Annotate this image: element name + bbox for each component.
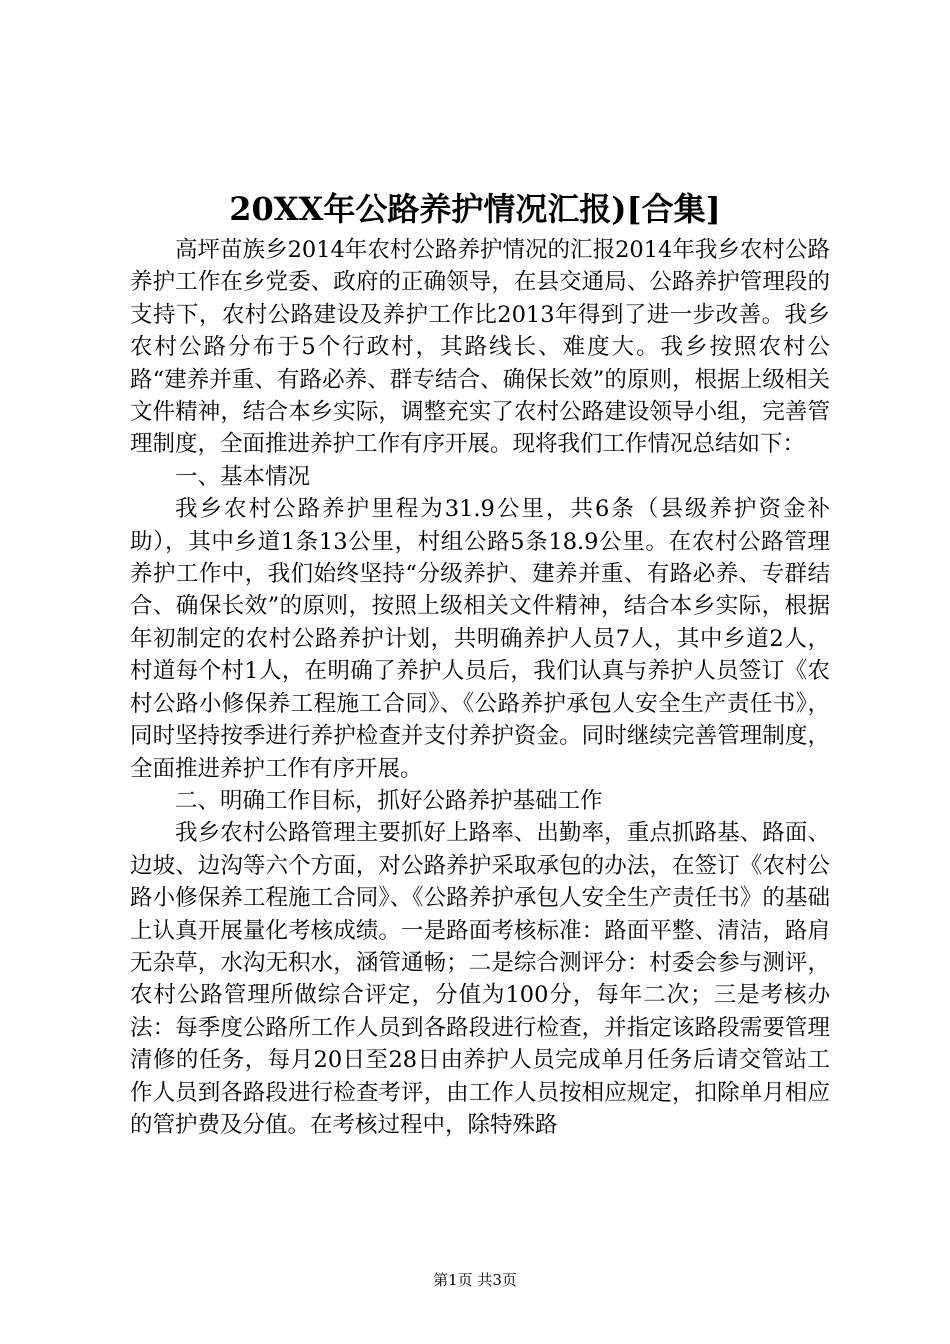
paragraph-goals: 我乡农村公路管理主要抓好上路率、出勤率，重点抓路基、路面、边坡、边沟等六个方面，对公路养护采取承包的办法，在签订《农村公路小修保养工程施工合同》、《公路养护承包人安全生产责任书》的基础上认真开展量化考核成绩。一是路面考核标准：路面平整、清洁，路肩无杂草，水沟无积水，涵管通畅；二是综合测评分：村委会参与测评，农村公路管理所做综合评定，分值为100分，每年二次；三是考核办法：每季度公路所工作人员到各路段进行检查，并指定该路段需要管理清修的任务，每月20日至28日由养护人员完成单月任务后请交管站工作人员到各路段进行检查考评，由工作人员按相应规定，扣除单月相应的管护费及分值。在考核过程中，除特殊路: [130, 820, 830, 1138]
page-footer: 第1页 共3页: [433, 1271, 517, 1289]
paragraph-basic: 我乡农村公路养护里程为31.9公里，共6条（县级养护资金补助），其中乡道1条13公里，村组公路5条18.9公里。在农村公路管理养护工作中，我们始终坚持“分级养护、建养并重、有路必养、专群结合、确保长效”的原则，按照上级相关文件精神，结合本乡实际，根据年初制定的农村公路养护计划，共明确养护人员7人，其中乡道2人，村道每个村1人，在明确了养护人员后，我们认真与养护人员签订《农村公路小修保养工程施工合同》、《公路养护承包人安全生产责任书》，同时坚持按季进行养护检查并支付养护资金。同时继续完善管理制度，全面推进养护工作有序开展。: [130, 496, 830, 782]
document-body: [130, 234, 830, 1141]
paragraph-intro: 高坪苗族乡2014年农村公路养护情况的汇报2014年我乡农村公路养护工作在乡党委、政府的正确领导，在县交通局、公路养护管理段的支持下，农村公路建设及养护工作比2013年得到了进一步改善。我乡农村公路分布于5个行政村，其路线长、难度大。我乡按照农村公路“建养并重、有路必养、群专结合、确保长效”的原则，根据上级相关文件精神，结合本乡实际，调整充实了农村公路建设领导小组，完善管理制度，全面推进养护工作有序开展。现将我们工作情况总结如下：: [130, 237, 830, 458]
document-title: 20XX年公路养护情况汇报)[合集]: [229, 190, 721, 228]
section-heading-goals: 二、明确工作目标，抓好公路养护基础工作: [175, 787, 603, 814]
section-heading-basic: 一、基本情况: [175, 463, 311, 490]
